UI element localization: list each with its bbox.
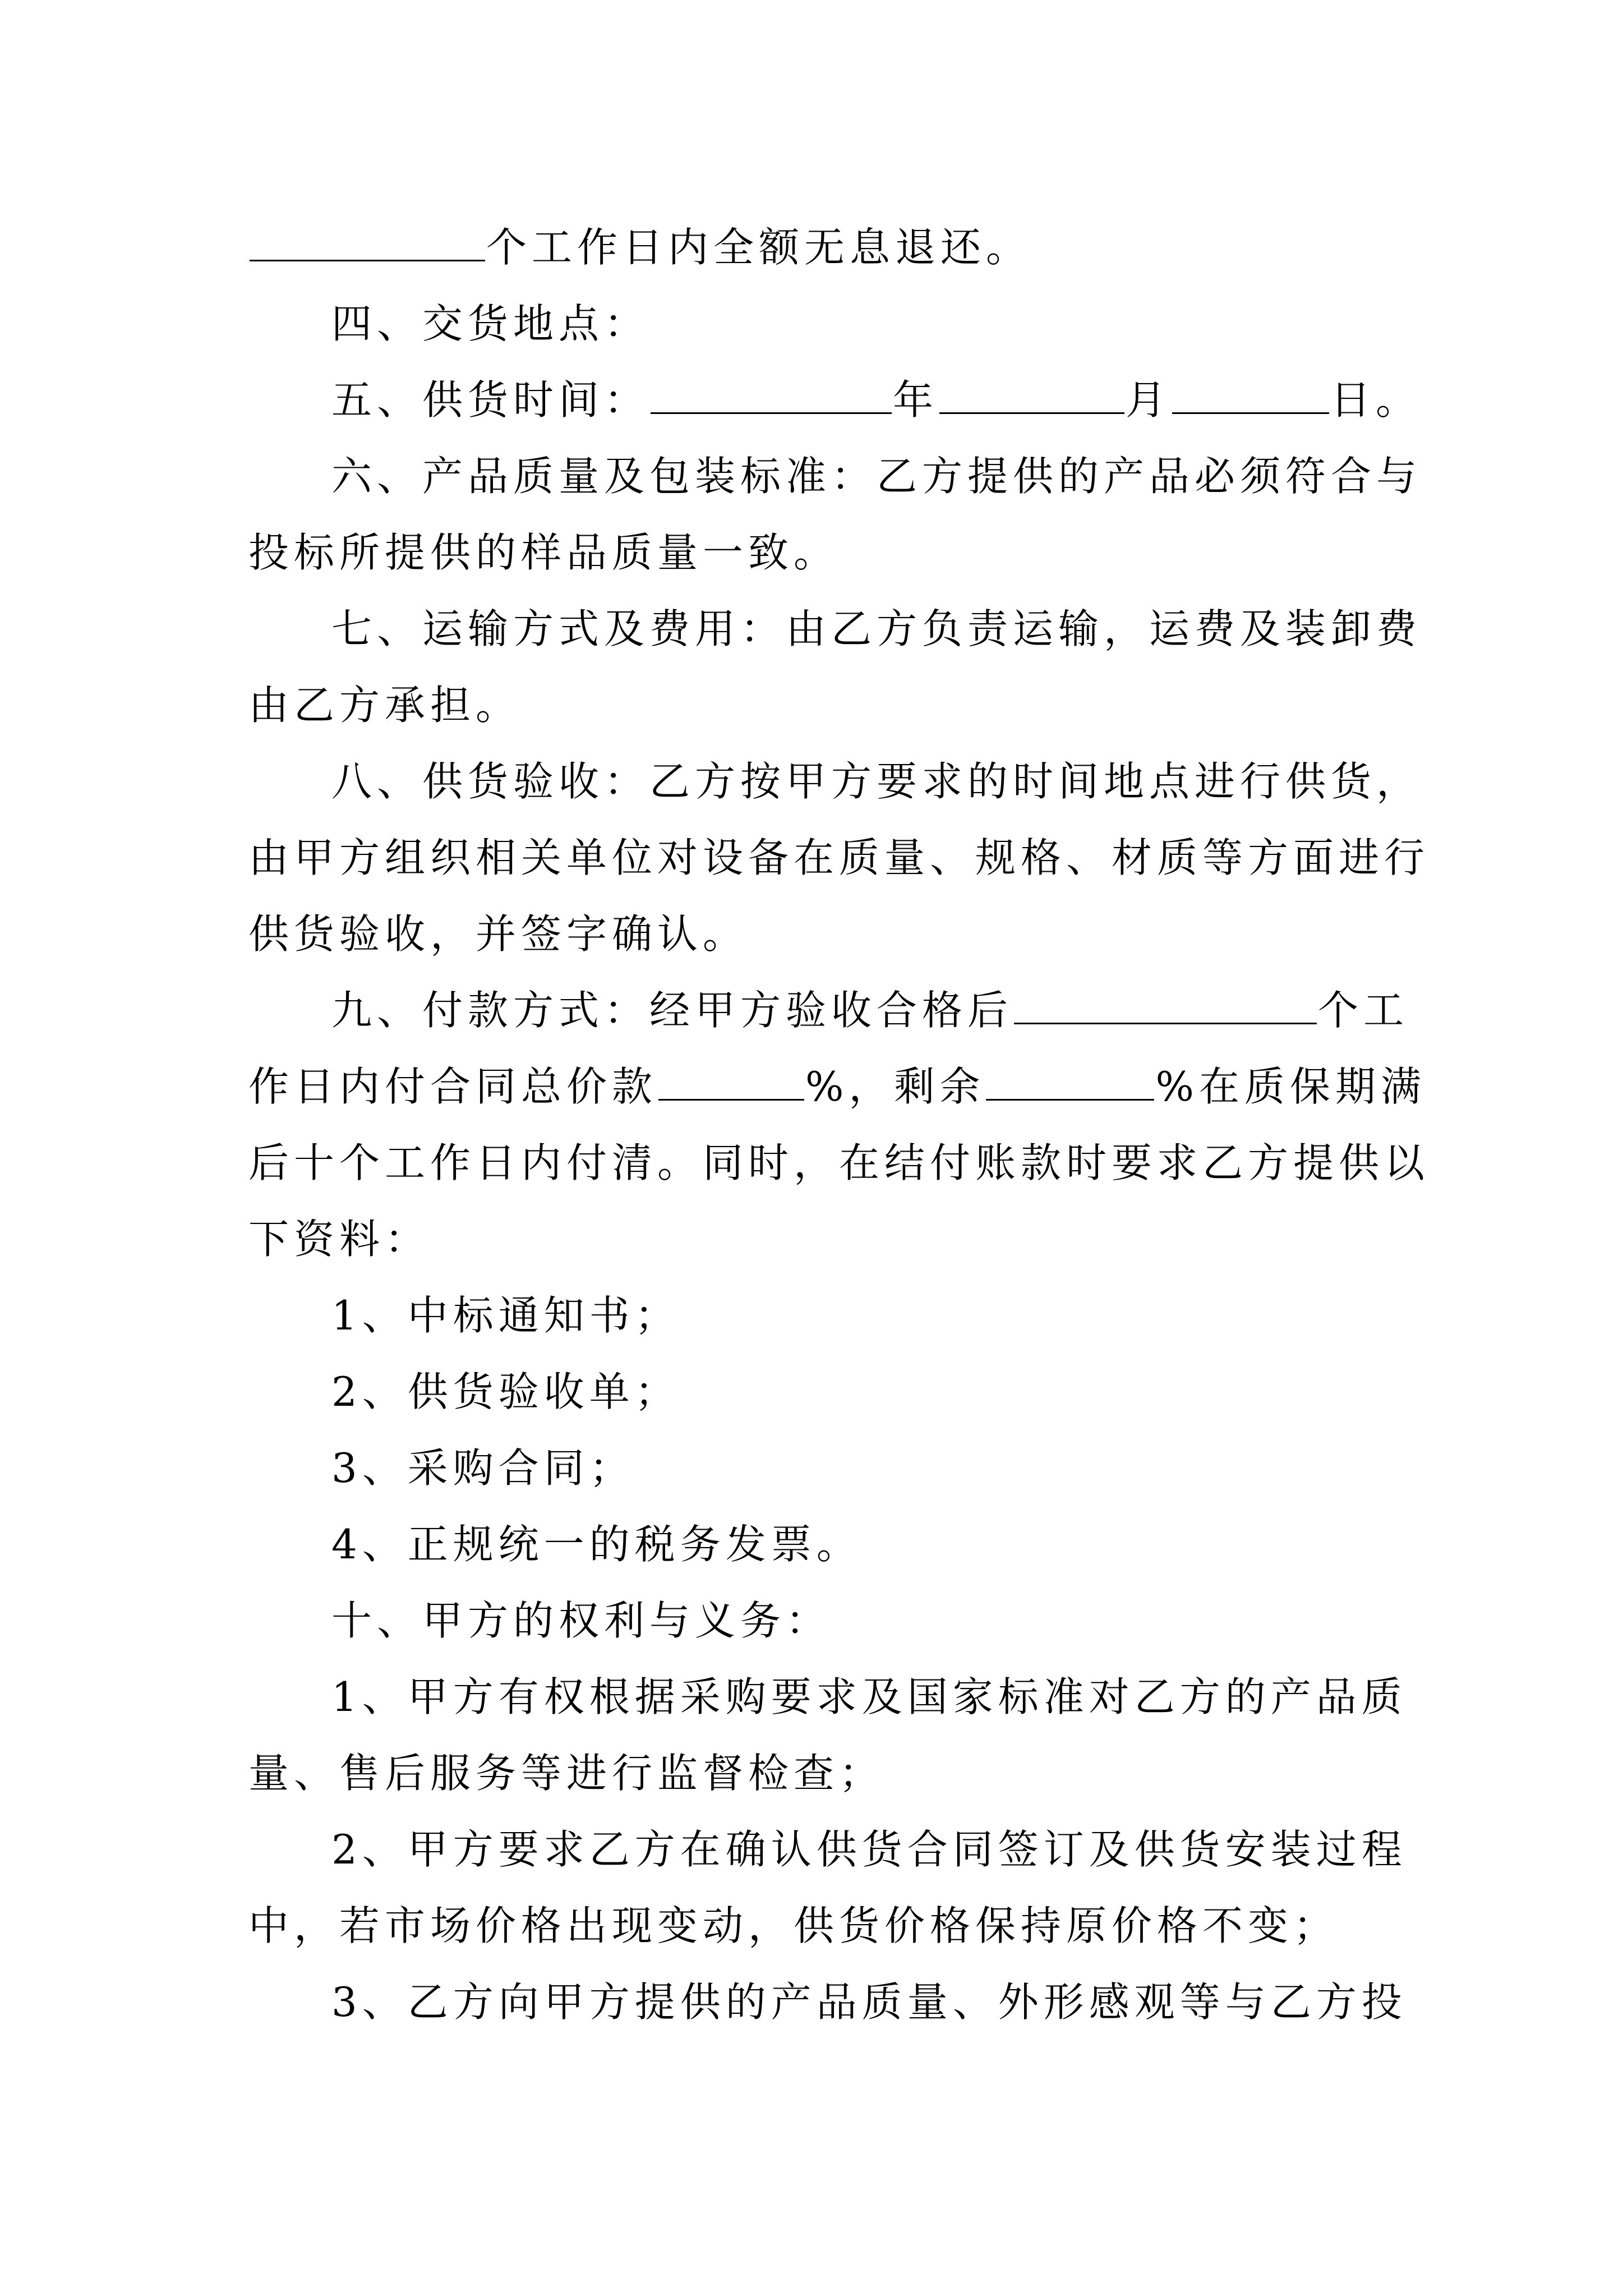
line-text: 供货验收，并签字确认。 bbox=[248, 910, 749, 958]
line-text: %，剩余 bbox=[805, 1063, 985, 1110]
paragraph-line bbox=[248, 896, 1387, 972]
list-item bbox=[248, 1964, 1407, 2040]
line-text: 3、采购合同； bbox=[331, 1444, 635, 1492]
month-blank[interactable] bbox=[939, 378, 1124, 414]
line-text: 六、产品质量及包装标准：乙方提供的产品必须符合与 bbox=[331, 453, 1422, 500]
paragraph-line bbox=[248, 1048, 1426, 1125]
list-item bbox=[248, 1811, 1407, 1888]
line-text: 个工 bbox=[1318, 987, 1409, 1034]
contract-body bbox=[248, 209, 1430, 2040]
year-blank[interactable] bbox=[651, 378, 892, 414]
line-text: %在质保期满 bbox=[1155, 1063, 1426, 1110]
list-item bbox=[248, 1430, 1387, 1506]
section-transport bbox=[248, 591, 1422, 667]
paragraph-line bbox=[248, 1201, 1387, 1277]
line-text: 作日内付合同总价款 bbox=[248, 1063, 658, 1110]
fill-in-blank[interactable] bbox=[250, 225, 485, 261]
paragraph-line bbox=[248, 209, 1387, 286]
line-text: 由甲方组织相关单位对设备在质量、规格、材质等方面进行 bbox=[248, 834, 1430, 881]
list-item bbox=[248, 1354, 1387, 1430]
line-text: 五、供货时间： bbox=[331, 376, 650, 424]
line-text: 2、甲方要求乙方在确认供货合同签订及供货安装过程 bbox=[331, 1826, 1407, 1873]
line-text: 八、供货验收：乙方按甲方要求的时间地点进行供货， bbox=[331, 758, 1422, 805]
list-item bbox=[248, 1277, 1387, 1354]
section-delivery-time bbox=[248, 362, 1422, 438]
percent-blank[interactable] bbox=[658, 1064, 804, 1101]
line-text: 个工作日内全额无息退还。 bbox=[486, 224, 1032, 271]
line-text: 九、付款方式：经甲方验收合格后 bbox=[331, 987, 1013, 1034]
line-text: 由乙方承担。 bbox=[248, 682, 522, 729]
day-blank[interactable] bbox=[1172, 378, 1329, 414]
paragraph-line bbox=[248, 1888, 1387, 1964]
remaining-percent-blank[interactable] bbox=[986, 1064, 1154, 1101]
line-text: 四、交货地点： bbox=[331, 300, 650, 347]
section-acceptance bbox=[248, 743, 1422, 820]
line-text: 日。 bbox=[1330, 376, 1422, 424]
line-text: 月 bbox=[1126, 376, 1172, 424]
line-text: 量、售后服务等进行监督检查； bbox=[248, 1750, 885, 1797]
section-quality-standard bbox=[248, 438, 1422, 514]
line-text: 十、甲方的权利与义务： bbox=[331, 1597, 832, 1644]
line-text: 中，若市场价格出现变动，供货价格保持原价格不变； bbox=[248, 1902, 1339, 1949]
section-delivery-location bbox=[248, 286, 1387, 362]
paragraph-line bbox=[248, 1735, 1387, 1811]
paragraph-line bbox=[248, 514, 1387, 591]
list-item bbox=[248, 1506, 1387, 1582]
list-item bbox=[248, 1659, 1407, 1735]
paragraph-line bbox=[248, 1125, 1430, 1201]
line-text: 七、运输方式及费用：由乙方负责运输，运费及装卸费 bbox=[331, 605, 1422, 652]
paragraph-line bbox=[248, 667, 1387, 743]
paragraph-line bbox=[248, 820, 1430, 896]
line-text: 2、供货验收单； bbox=[331, 1368, 680, 1415]
line-text: 1、甲方有权根据采购要求及国家标准对乙方的产品质 bbox=[331, 1673, 1407, 1720]
line-text: 下资料： bbox=[248, 1216, 431, 1263]
line-text: 4、正规统一的税务发票。 bbox=[331, 1521, 862, 1568]
line-text: 3、乙方向甲方提供的产品质量、外形感观等与乙方投 bbox=[331, 1978, 1407, 2026]
line-text: 后十个工作日内付清。同时，在结付账款时要求乙方提供以 bbox=[248, 1139, 1430, 1186]
line-text: 年 bbox=[893, 376, 939, 424]
section-payment bbox=[248, 972, 1409, 1048]
workdays-blank[interactable] bbox=[1014, 988, 1317, 1024]
section-party-a-rights bbox=[248, 1582, 1387, 1659]
line-text: 1、中标通知书； bbox=[331, 1292, 680, 1339]
line-text: 投标所提供的样品质量一致。 bbox=[248, 529, 840, 576]
